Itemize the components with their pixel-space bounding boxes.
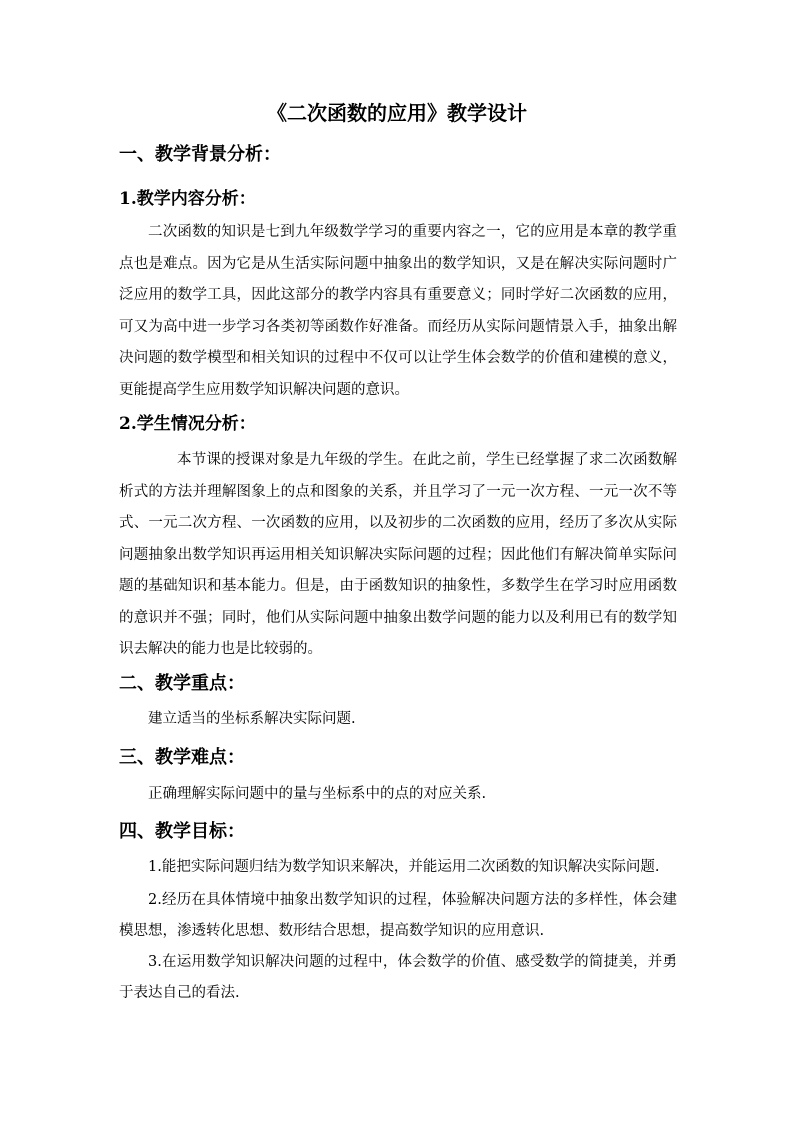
document-title: 《二次函数的应用》教学设计	[267, 101, 527, 125]
section-heading-key-points: 二、教学重点：	[119, 673, 245, 694]
section-heading-background: 一、教学背景分析：	[119, 144, 281, 165]
paragraph-difficulties: 正确理解实际问题中的量与坐标系中的点的对应关系.	[148, 786, 487, 802]
section-heading-difficulties: 三、教学难点：	[119, 747, 245, 768]
subheading-student-analysis: 2.学生情况分析：	[119, 414, 256, 434]
paragraph-key-points: 建立适当的坐标系解决实际问题.	[148, 711, 356, 727]
objective-item-1: 1.能把实际问题归结为数学知识来解决，并能运用二次函数的知识解决实际问题.	[148, 859, 660, 875]
section-heading-objectives: 四、教学目标：	[119, 821, 245, 842]
subheading-content-analysis: 1.教学内容分析：	[119, 189, 256, 209]
paragraph-content-analysis: 二次函数的知识是七到九年级数学学习的重要内容之一，它的应用是本章的教学重点也是难点。因为它是从生活实际问题中抽象出的数学知识，又是在解决实际问题时广泛应用的数学工具，因此这部分的教学内容具有重要意义；同时学好二次函数的应用，可又为高中进一步学习各类初等函数作好准备。而经历从实际问题情景入手，抽象出解决问题的数学模型和相关知识的过程中不仅可以让学生体会数学的价值和建模的意义，更能提高学生应用数学知识解决问题的意识。	[119, 224, 677, 398]
objective-item-2: 2.经历在具体情境中抽象出数学知识的过程，体验解决问题方法的多样性，体会建模思想，渗透转化思想、数形结合思想，提高数学知识的应用意识.	[119, 892, 677, 939]
paragraph-student-analysis: 本节课的授课对象是九年级的学生。在此之前，学生已经掌握了求二次函数解析式的方法并理解图象上的点和图象的关系，并且学习了一元一次方程、一元一次不等式、一元二次方程、一次函数的应用，以及初步的二次函数的应用，经历了多次从实际问题抽象出数学知识再运用相关知识解决实际问题的过程；因此他们有解决简单实际问题的基础知识和基本能力。但是，由于函数知识的抽象性，多数学生在学习时应用函数的意识并不强；同时，他们从实际问题中抽象出数学问题的能力以及利用已有的数学知识去解决的能力也是比较弱的。	[119, 452, 677, 657]
objective-item-3: 3.在运用数学知识解决问题的过程中，体会数学的价值、感受数学的简捷美，并勇于表达自己的看法.	[119, 954, 677, 1001]
